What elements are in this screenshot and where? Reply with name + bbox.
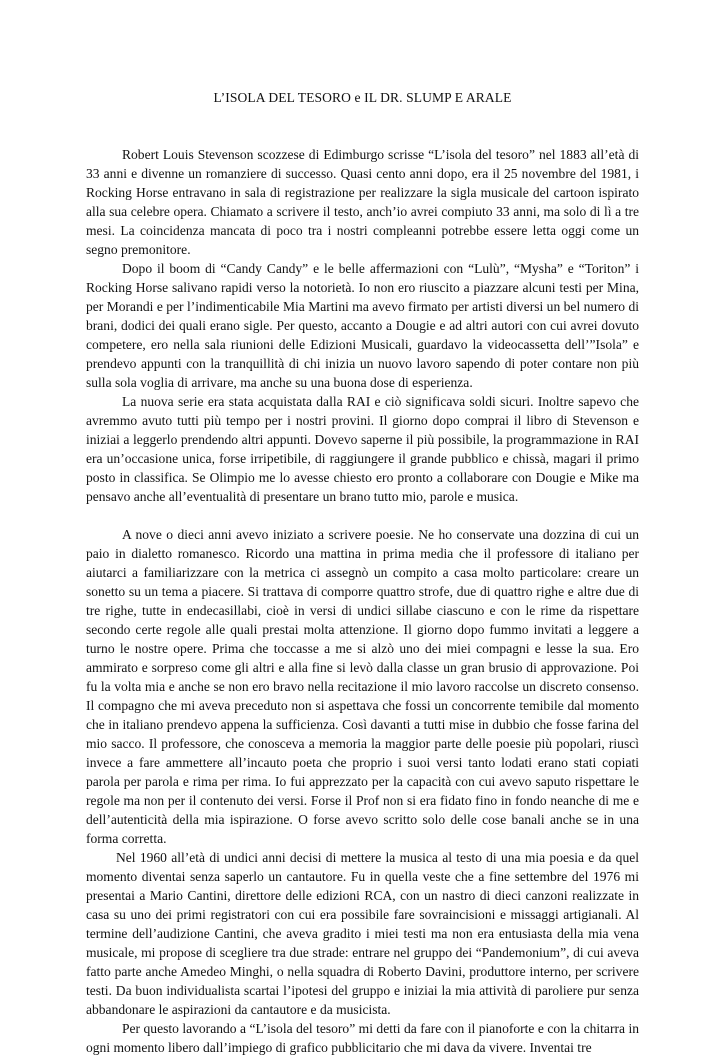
paragraph-5: Nel 1960 all’età di undici anni decisi di mettere la musica al testo di una mia poesia e da quel momento diventai senza saperlo un cantautore. Fu in quella veste che a fine settembre del 1976 mi presentai a Mario Cantini, direttore delle edizioni RCA, con un nastro di dieci canzoni realizzate in casa su uno dei primi registratori con cui era possibile fare sovraincisioni e missaggi artigianali. Al termine dell’audizione Cantini, che aveva gradito i miei testi ma non era entusiasta della mia vena musicale, mi propose di scegliere tra due strade: entrare nel gruppo dei “Pandemonium”, di cui aveva fatto parte anche Amedeo Minghi, o nella squadra di Roberto Davini, produttore interno, per scrivere testi. Da buon individualista scartai l’ipotesi del gruppo e iniziai la mia attività di paroliere pur senza abbandonare le aspirazioni da cantautore e da musicista.	[86, 850, 639, 1017]
paragraph-1: Robert Louis Stevenson scozzese di Edimburgo scrisse “L’isola del tesoro” nel 1883 all’età di 33 anni e divenne un romanziere di successo. Quasi cento anni dopo, era il 25 novembre del 1981, i Rocking Horse entravano in sala di registrazione per realizzare la sigla musicale del cartoon ispirato alla sua celebre opera. Chiamato a scrivere il testo, anch’io avrei compiuto 33 anni, ma solo di lì a tre mesi. La coincidenza mancata di poco tra i nostri compleanni potrebbe essere letta oggi come un segno premonitore.	[86, 147, 639, 257]
document-title: L’ISOLA DEL TESORO e IL DR. SLUMP E ARALE	[213, 90, 512, 105]
paragraph-2: Dopo il boom di “Candy Candy” e le belle affermazioni con “Lulù”, “Mysha” e “Toriton” i Rocking Horse salivano rapidi verso la notorietà. Io non ero riuscito a piazzare alcuni testi per Mina, per Morandi e per l’indimenticabile Mia Martini ma avevo firmato per artisti diversi un bel numero di brani, dodici dei quali erano sigle. Per questo, accanto a Dougie e ad altri autori con cui avrei dovuto competere, ero nella sala riunioni delle Edizioni Musicali, guardavo la videocassetta dell’”Isola” e prendevo appunti con la tranquillità di chi inizia un nuovo lavoro sapendo di poter contare non più sulla sola voglia di arrivare, ma anche su una buona dose di esperienza.	[86, 261, 639, 390]
paragraph-3: La nuova serie era stata acquistata dalla RAI e ciò significava soldi sicuri. Inoltre sapevo che avremmo avuto tutti più tempo per i nostri provini. Il giorno dopo comprai il libro di Stevenson e iniziai a leggerlo prendendo altri appunti. Dovevo saperne il più possibile, la programmazione in RAI era un’occasione unica, forse irripetibile, di raggiungere il grande pubblico e chissà, magari il primo posto in classifica. Se Olimpio me lo avesse chiesto ero pronto a collaborare con Dougie e Mike ma pensavo anche all’eventualità di presentare un brano tutto mio, parole e musica.	[86, 394, 639, 504]
paragraph-6: Per questo lavorando a “L’isola del tesoro” mi detti da fare con il pianoforte e con la chitarra in ogni momento libero dall’impiego di grafico pubblicitario che mi dava da vivere. Inventai tre	[86, 1021, 639, 1055]
paragraph-4: A nove o dieci anni avevo iniziato a scrivere poesie. Ne ho conservate una dozzina di cui un paio in dialetto romanesco. Ricordo una mattina in prima media che il professore di italiano per aiutarci a familiarizzare con la metrica ci assegnò un compito a casa molto particolare: creare un sonetto su un tema a piacere. Si trattava di comporre quattro strofe, due di quattro righe e altre due di tre righe, tutte in endecasillabi, cioè in versi di undici sillabe ciascuno e con le rime da rispettare secondo certe regole alle quali prestai molta attenzione. Il giorno dopo fummo invitati a leggere a turno le nostre opere. Prima che toccasse a me si alzò uno dei miei compagni e lesse la sua. Ero ammirato e sorpreso come gli altri e alla fine si levò dalla classe un gran brusio di approvazione. Poi fu la volta mia e anche se non ero bravo nella recitazione il mio lavoro raccolse un discreto consenso. Il compagno che mi aveva preceduto non si aspettava che fossi un concorrente temibile dal momento che in italiano prendevo appena la sufficienza. Così davanti a tutti mise in dubbio che fosse farina del mio sacco. Il professore, che conosceva a memoria la maggior parte delle poesie più popolari, riuscì invece a fare ammettere all’incauto poeta che proprio i suoi versi tanto lodati erano stati copiati parola per parola e rima per rima. Io fui apprezzato per la capacità con cui avevo saputo rispettare le regole ma non per il contenuto dei versi. Forse il Prof non si era fidato fino in fondo neanche di me e dell’autenticità della mia ispirazione. O forse avevo scritto solo delle cose banali anche se in una forma corretta.	[86, 527, 639, 846]
